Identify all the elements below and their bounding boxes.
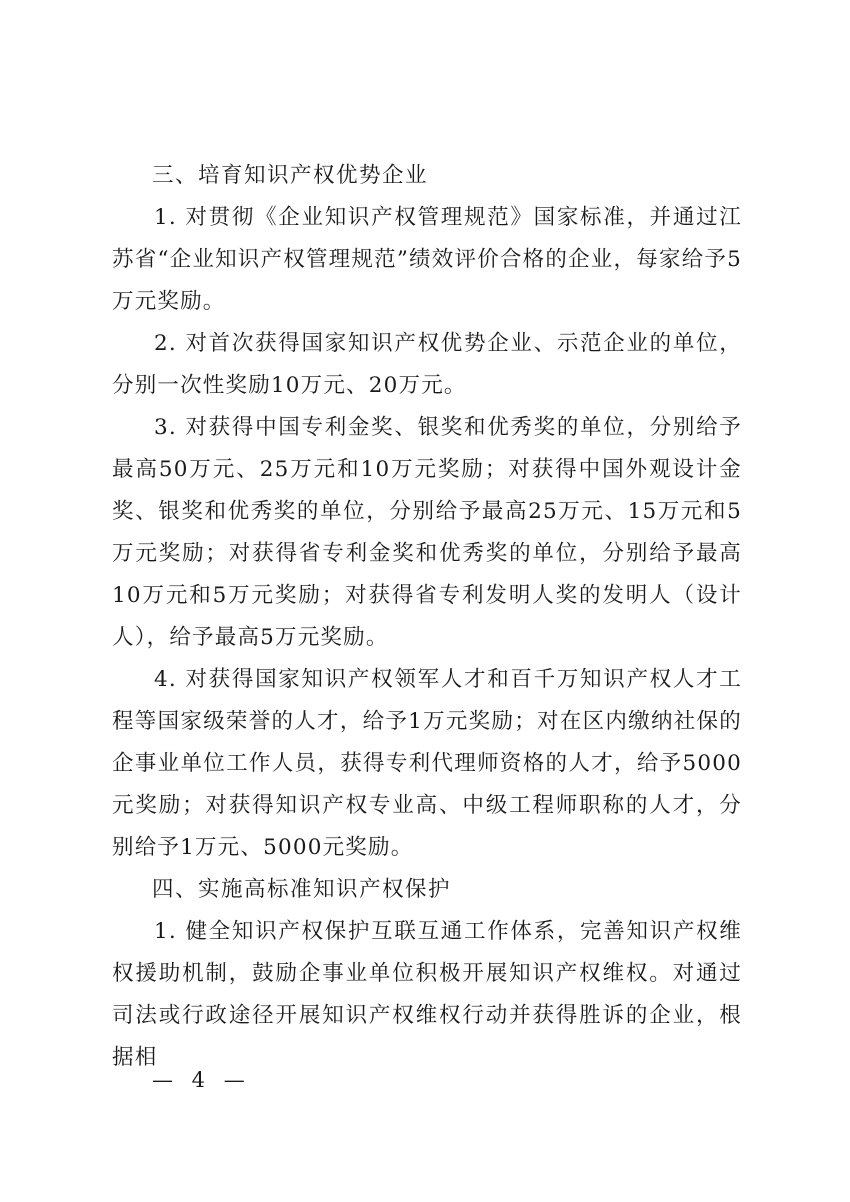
paragraph-3-1: 1. 对贯彻《企业知识产权管理规范》国家标准，并通过江苏省“企业知识产权管理规范”绩效评价合格的企业，每家给予5万元奖励。 xyxy=(112,205,742,314)
section-heading-3: 三、培育知识产权优势企业 xyxy=(152,163,429,188)
section-3-body xyxy=(112,197,742,869)
page-number: — 4 — xyxy=(152,1068,251,1092)
paragraph-3-4: 4. 对获得国家知识产权领军人才和百千万知识产权人才工程等国家级荣誉的人才，给予1万元奖励；对在区内缴纳社保的企事业单位工作人员，获得专利代理师资格的人才，给予5000元奖励；对获得知识产权专业高、中级工程师职称的人才，分别给予1万元、5000元奖励。 xyxy=(112,667,742,860)
paragraph-3-2: 2. 对首次获得国家知识产权优势企业、示范企业的单位，分别一次性奖励10万元、20万元。 xyxy=(112,331,742,398)
paragraph-4-1: 1. 健全知识产权保护互联互通工作体系，完善知识产权维权援助机制，鼓励企事业单位积极开展知识产权维权。对通过司法或行政途径开展知识产权维权行动并获得胜诉的企业，根据相 xyxy=(112,919,742,1070)
section-heading-4: 四、实施高标准知识产权保护 xyxy=(152,877,452,902)
paragraph-3-3: 3. 对获得中国专利金奖、银奖和优秀奖的单位，分别给予最高50万元、25万元和10万元奖励；对获得中国外观设计金奖、银奖和优秀奖的单位，分别给予最高25万元、15万元和5万元奖励；对获得省专利金奖和优秀奖的单位，分别给予最高10万元和5万元奖励；对获得省专利发明人奖的发明人（设计人），给予最高5万元奖励。 xyxy=(112,415,742,650)
section-4-body xyxy=(112,911,742,1079)
